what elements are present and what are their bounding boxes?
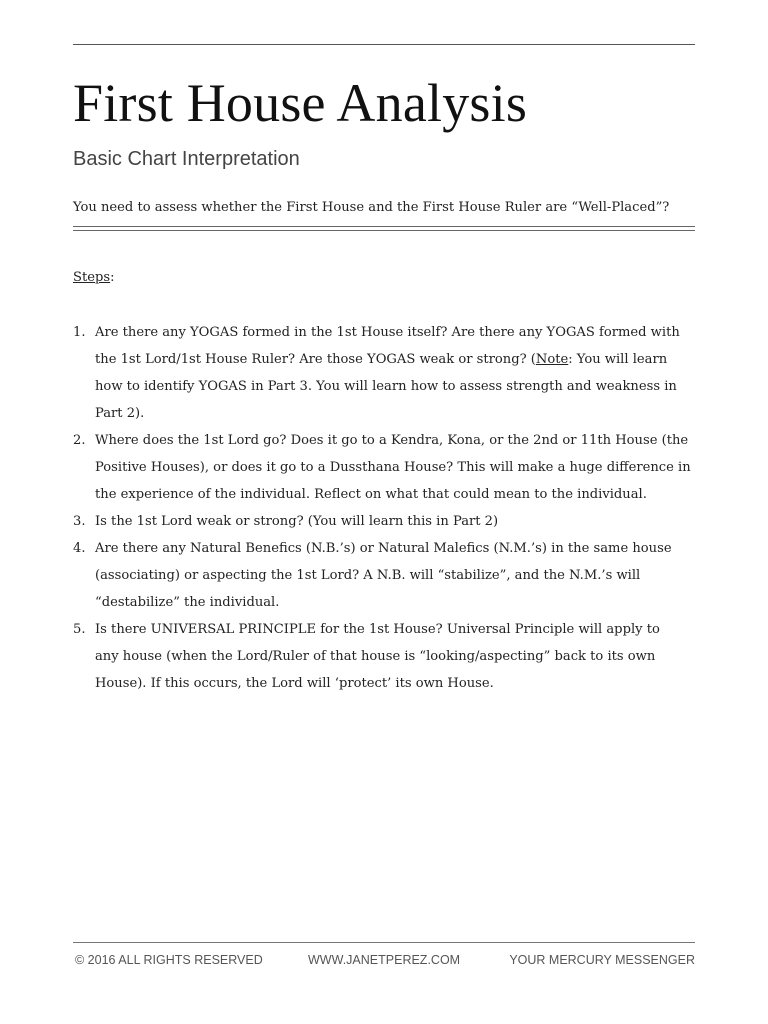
footer-copyright: © 2016 ALL RIGHTS RESERVED [75,953,263,967]
step-line: Are there any Natural Benefics (N.B.’s) or Natural Malefics (N.M.’s) in the same house [95,541,672,556]
double-rule [73,226,695,231]
top-rule [73,44,695,45]
step-line-text: the 1st Lord/1st House Ruler? Are those YOGAS weak or strong? ( [95,352,536,367]
steps-list [73,319,713,697]
steps-heading-label: Steps [73,270,111,285]
footer-website: WWW.JANETPEREZ.COM [308,953,461,967]
step-number: 4. [73,541,86,556]
intro-text: You need to assess whether the First House and the First House Ruler are “Well-Placed”? [73,200,670,215]
step-item-2 [73,427,713,508]
step-line: Is there UNIVERSAL PRINCIPLE for the 1st House? Universal Principle will apply to [95,622,660,637]
step-item-3 [73,508,713,535]
step-line: (associating) or aspecting the 1st Lord? A N.B. will “stabilize”, and the N.M.’s will [95,568,641,583]
step-line: House). If this occurs, the Lord will ‘protect’ its own House. [95,676,494,691]
step-line [95,346,713,373]
footer-rule [73,942,695,943]
step-line: Where does the 1st Lord go? Does it go to a Kendra, Kona, or the 2nd or 11th House (the [95,433,689,448]
step-item-1 [73,319,713,427]
note-label: Note [535,352,569,367]
step-number: 5. [73,622,86,637]
steps-heading [73,268,115,288]
page-title: First House Analysis [73,73,528,133]
step-line: the experience of the individual. Reflect on what that could mean to the individual. [95,487,647,502]
step-line: “destabilize” the individual. [95,595,280,610]
page-subtitle: Basic Chart Interpretation [73,148,300,170]
step-item-5 [73,616,713,697]
step-line: how to identify YOGAS in Part 3. You will learn how to assess strength and weakness in [95,379,677,394]
step-number: 1. [73,325,86,340]
step-item-4 [73,535,713,616]
step-line: Is the 1st Lord weak or strong? (You will learn this in Part 2) [95,514,499,529]
step-line: Positive Houses), or does it go to a Dussthana House? This will make a huge difference in [95,460,691,475]
step-line: Part 2). [95,406,145,421]
step-line: any house (when the Lord/Ruler of that house is “looking/aspecting” back to its own [95,649,656,664]
step-number: 2. [73,433,86,448]
step-number: 3. [73,514,86,529]
footer-tagline: YOUR MERCURY MESSENGER [509,953,695,967]
document-page [73,0,695,1024]
step-line: Are there any YOGAS formed in the 1st House itself? Are there any YOGAS formed with [95,325,680,340]
step-line-text: : You will learn [568,352,668,367]
steps-heading-colon: : [110,270,115,285]
